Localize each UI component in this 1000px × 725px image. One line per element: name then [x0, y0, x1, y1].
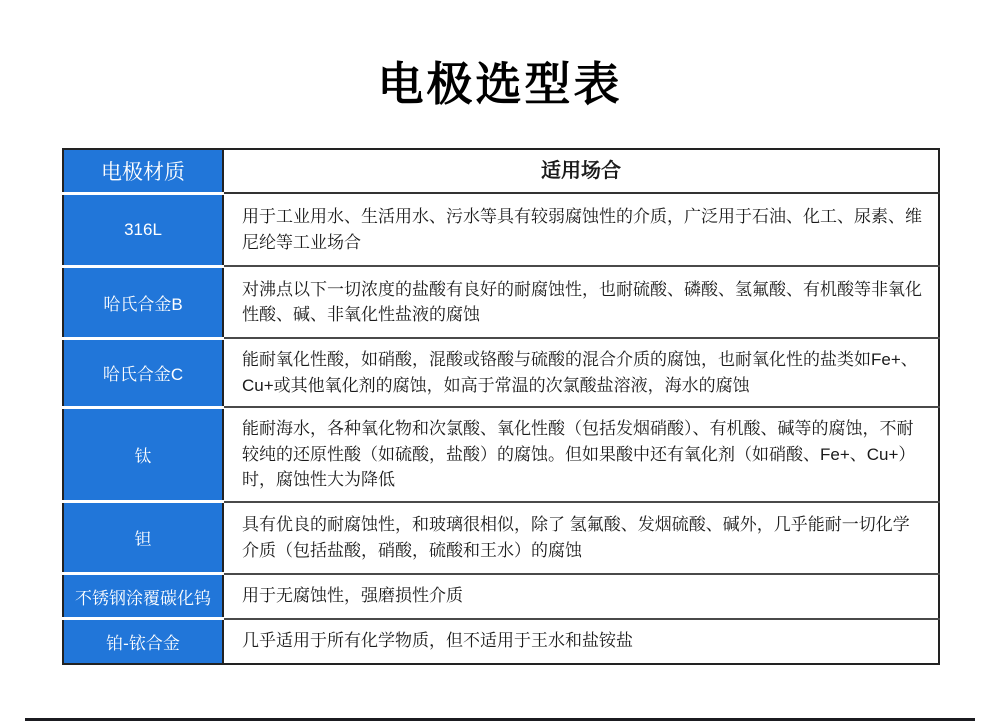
material-cell: 铂-铱合金	[63, 619, 223, 664]
table-body	[63, 193, 939, 664]
material-cell: 钛	[63, 407, 223, 502]
usage-cell: 用于无腐蚀性，强磨损性介质	[223, 574, 939, 619]
material-cell: 哈氏合金B	[63, 266, 223, 338]
table-row	[63, 574, 939, 619]
material-cell: 哈氏合金C	[63, 338, 223, 407]
table-row	[63, 407, 939, 502]
usage-cell: 能耐氧化性酸，如硝酸，混酸或铬酸与硫酸的混合介质的腐蚀，也耐氧化性的盐类如Fe+、Cu+或其他氧化剂的腐蚀，如高于常温的次氯酸盐溶液，海水的腐蚀	[223, 338, 939, 407]
usage-cell: 几乎适用于所有化学物质，但不适用于王水和盐铵盐	[223, 619, 939, 664]
usage-cell: 对沸点以下一切浓度的盐酸有良好的耐腐蚀性，也耐硫酸、磷酸、氢氟酸、有机酸等非氧化性酸、碱、非氧化性盐液的腐蚀	[223, 266, 939, 338]
table-row	[63, 619, 939, 664]
header-material: 电极材质	[63, 149, 223, 193]
usage-cell: 用于工业用水、生活用水、污水等具有较弱腐蚀性的介质，广泛用于石油、化工、尿素、维尼纶等工业场合	[223, 193, 939, 266]
material-cell: 钽	[63, 502, 223, 574]
header-usage: 适用场合	[223, 149, 939, 193]
table-row	[63, 502, 939, 574]
material-cell: 316L	[63, 193, 223, 266]
table-row	[63, 193, 939, 266]
table-header	[63, 149, 939, 193]
usage-cell: 具有优良的耐腐蚀性，和玻璃很相似，除了 氢氟酸、发烟硫酸、碱外，几乎能耐一切化学介质（包括盐酸，硝酸，硫酸和王水）的腐蚀	[223, 502, 939, 574]
bottom-divider-bar	[25, 718, 975, 721]
header-row	[63, 149, 939, 193]
table-row	[63, 266, 939, 338]
material-cell: 不锈钢涂覆碳化钨	[63, 574, 223, 619]
electrode-selection-table	[62, 148, 940, 665]
page-title: 电极选型表	[377, 58, 623, 110]
usage-cell: 能耐海水，各种氧化物和次氯酸、氧化性酸（包括发烟硝酸）、有机酸、碱等的腐蚀，不耐较纯的还原性酸（如硫酸，盐酸）的腐蚀。但如果酸中还有氧化剂（如硝酸、Fe+、Cu+）时，腐蚀性大为降低	[223, 407, 939, 502]
table-row	[63, 338, 939, 407]
